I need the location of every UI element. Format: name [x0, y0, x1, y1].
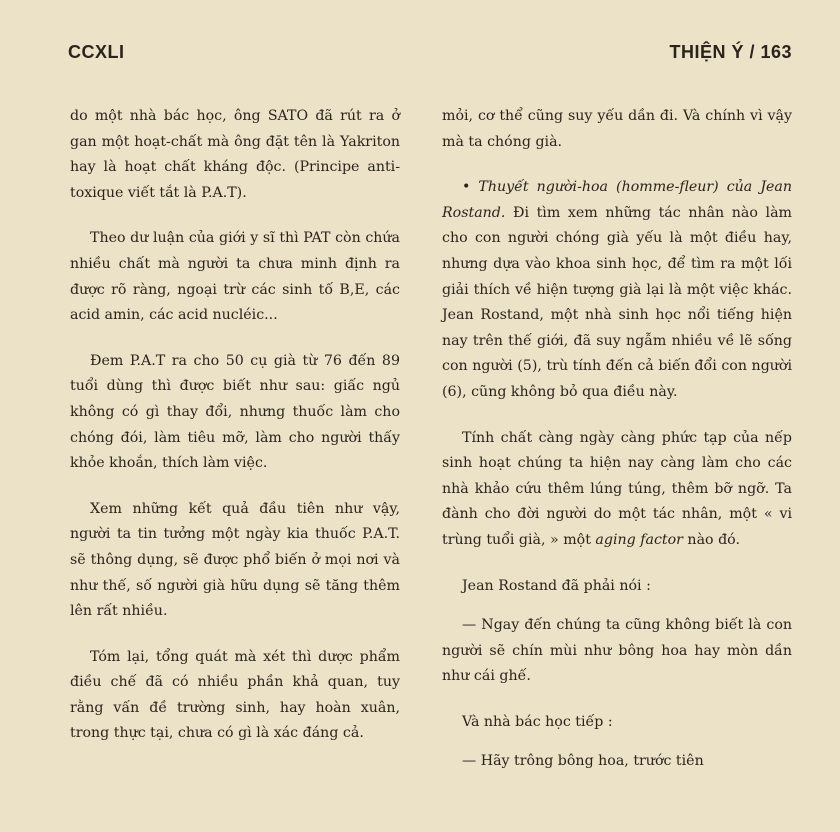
- paragraph: Xem những kết quả đầu tiên như vậy, người ta tin tưởng một ngày kia thuốc P.A.T. sẽ thông dụng, sẽ được phổ biến ở mọi nơi và như thế, số người già hữu dụng sẽ tăng thêm lên rất nhiều.: [70, 500, 400, 620]
- paragraph: Và nhà bác học tiếp :: [462, 713, 613, 730]
- running-title-page-number: THIỆN Ý / 163: [669, 41, 792, 62]
- paragraph: — Hãy trông bông hoa, trước tiên: [462, 753, 704, 770]
- section-title: Thuyết người-hoa (homme-fleur) của Jean Rostand.: [442, 179, 792, 221]
- paragraph-section-heading: [442, 175, 792, 405]
- left-column: [70, 104, 400, 767]
- chapter-number: CCXLI: [68, 41, 125, 62]
- bullet: •: [462, 179, 471, 196]
- paragraph: Jean Rostand đã phải nói :: [462, 577, 651, 594]
- right-column: [442, 104, 792, 775]
- page-header: [68, 38, 792, 66]
- paragraph: Theo dư luận của giới y sĩ thì PAT còn chứa nhiều chất mà người ta chưa minh định ra được rõ ràng, ngoại trừ các sinh tố B,E, các acid amin, các acid nucléic...: [70, 230, 400, 324]
- paragraph: do một nhà bác học, ông SATO đã rút ra ở gan một hoạt-chất mà ông đặt tên là Yakriton hay là hoạt chất kháng độc. (Principe anti-toxique viết tắt là P.A.T).: [70, 108, 400, 201]
- paragraph: — Ngay đến chúng ta cũng không biết là con người sẽ chín mùi như bông hoa hay mòn dần như cái ghế.: [442, 617, 792, 685]
- paragraph-text: Đi tìm xem những tác nhân nào làm cho con người chóng già yếu là một điều hay, nhưng dựa vào khoa sinh học, để tìm ra một lối giải thích về hiện tượng già lại là một việc khác. Jean Rostand, một nhà sinh học nổi tiếng hiện nay trên thế giới, đã suy ngẫm nhiều về lẽ sống con người (5), trù tính đến cả biến đổi con người (6), cũng không bỏ qua điều này.: [442, 204, 792, 400]
- italic-term: aging factor: [595, 531, 683, 548]
- paragraph: Tính chất càng ngày càng phức tạp của nếp sinh hoạt chúng ta hiện nay càng làm cho các nhà khảo cứu thêm lúng túng, thêm bỡ ngỡ. Ta đành cho đời người do một tác nhân, một « vi trùng tuổi già, » một aging factor nào đó.: [442, 429, 792, 548]
- paragraph: Đem P.A.T ra cho 50 cụ già từ 76 đến 89 tuổi dùng thì được biết như sau: giấc ngủ không có gì thay đổi, nhưng thuốc làm cho chóng đói, làm tiêu mỡ, làm cho người thấy khỏe khoắn, thích làm việc.: [70, 352, 400, 472]
- paragraph: mỏi, cơ thể cũng suy yếu dần đi. Và chính vì vậy mà ta chóng già.: [442, 108, 792, 150]
- paragraph: Tóm lại, tổng quát mà xét thì dược phẩm điều chế đã có nhiều phần khả quan, tuy rằng vấn đề trường sinh, hay hoàn xuân, trong thực tại, chưa có gì là xác đáng cả.: [70, 648, 400, 742]
